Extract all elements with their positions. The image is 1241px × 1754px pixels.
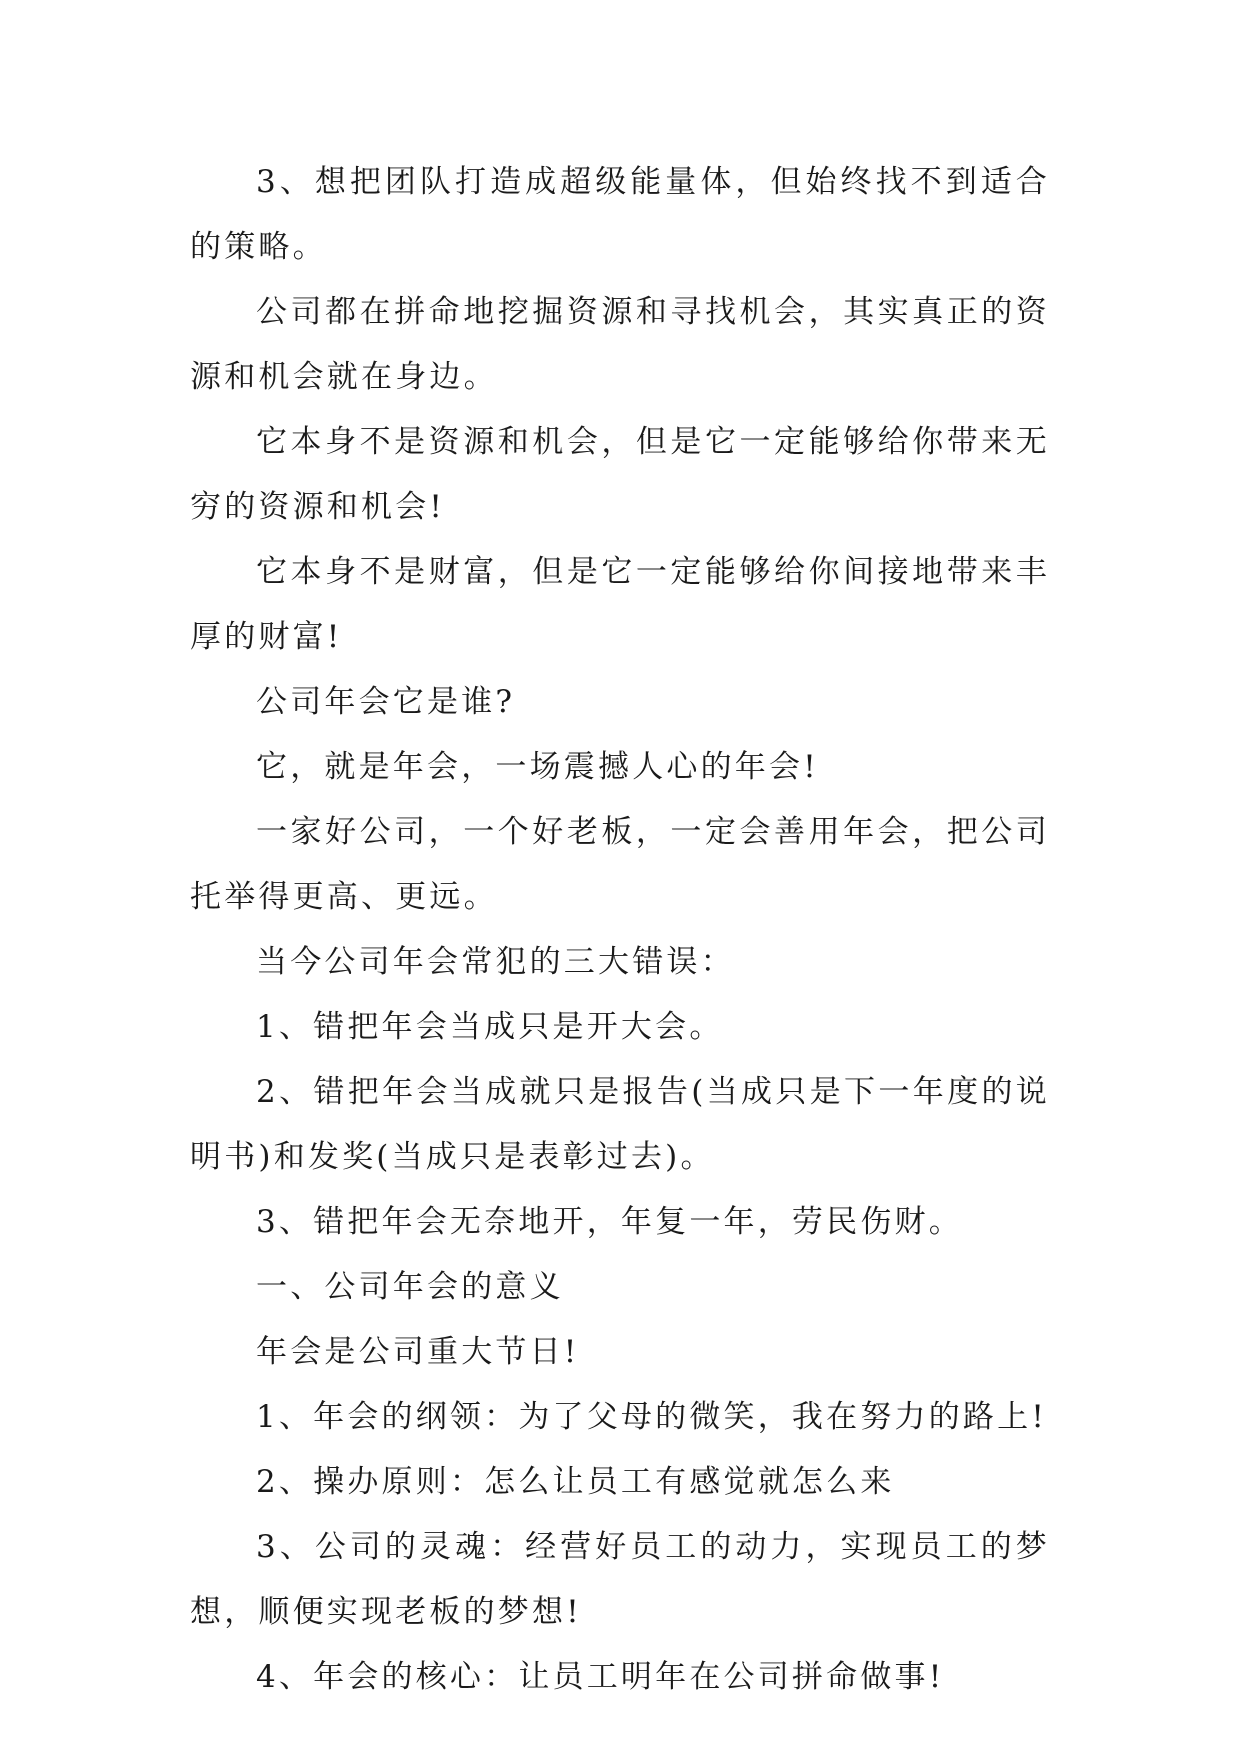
paragraph-wealth: 它本身不是财富，但是它一定能够给你间接地带来丰厚的财富! xyxy=(190,554,1050,655)
paragraph-mistakes-heading: 当今公司年会常犯的三大错误： xyxy=(256,944,735,980)
paragraph-mistake-3: 3、错把年会无奈地开，年复一年，劳民伤财。 xyxy=(256,1204,963,1240)
section-heading-meaning: 一、公司年会的意义 xyxy=(256,1269,564,1305)
paragraph-mistake-2: 2、错把年会当成就只是报告(当成只是下一年度的说明书)和发奖(当成只是表彰过去)。 xyxy=(190,1074,1050,1175)
paragraph-point-4: 4、年会的核心：让员工明年在公司拼命做事! xyxy=(256,1659,945,1695)
paragraph-resources: 公司都在拼命地挖掘资源和寻找机会，其实真正的资源和机会就在身边。 xyxy=(190,294,1050,395)
paragraph-answer: 它，就是年会，一场震撼人心的年会! xyxy=(256,749,819,785)
paragraph-point-3: 3、公司的灵魂：经营好员工的动力，实现员工的梦想，顺便实现老板的梦想! xyxy=(190,1529,1050,1630)
paragraph-good-company: 一家好公司，一个好老板，一定会善用年会，把公司托举得更高、更远。 xyxy=(190,814,1050,915)
paragraph-opportunity: 它本身不是资源和机会，但是它一定能够给你带来无穷的资源和机会! xyxy=(190,424,1050,525)
paragraph-point-1: 1、年会的纲领：为了父母的微笑，我在努力的路上! xyxy=(256,1399,1047,1435)
paragraph-strategy: 3、想把团队打造成超级能量体，但始终找不到适合的策略。 xyxy=(190,164,1050,265)
paragraph-question: 公司年会它是谁? xyxy=(256,684,516,720)
paragraph-point-2: 2、操办原则：怎么让员工有感觉就怎么来 xyxy=(256,1464,895,1500)
document-body xyxy=(190,150,1050,1710)
paragraph-mistake-1: 1、错把年会当成只是开大会。 xyxy=(256,1009,724,1045)
paragraph-festival: 年会是公司重大节日! xyxy=(256,1334,580,1370)
